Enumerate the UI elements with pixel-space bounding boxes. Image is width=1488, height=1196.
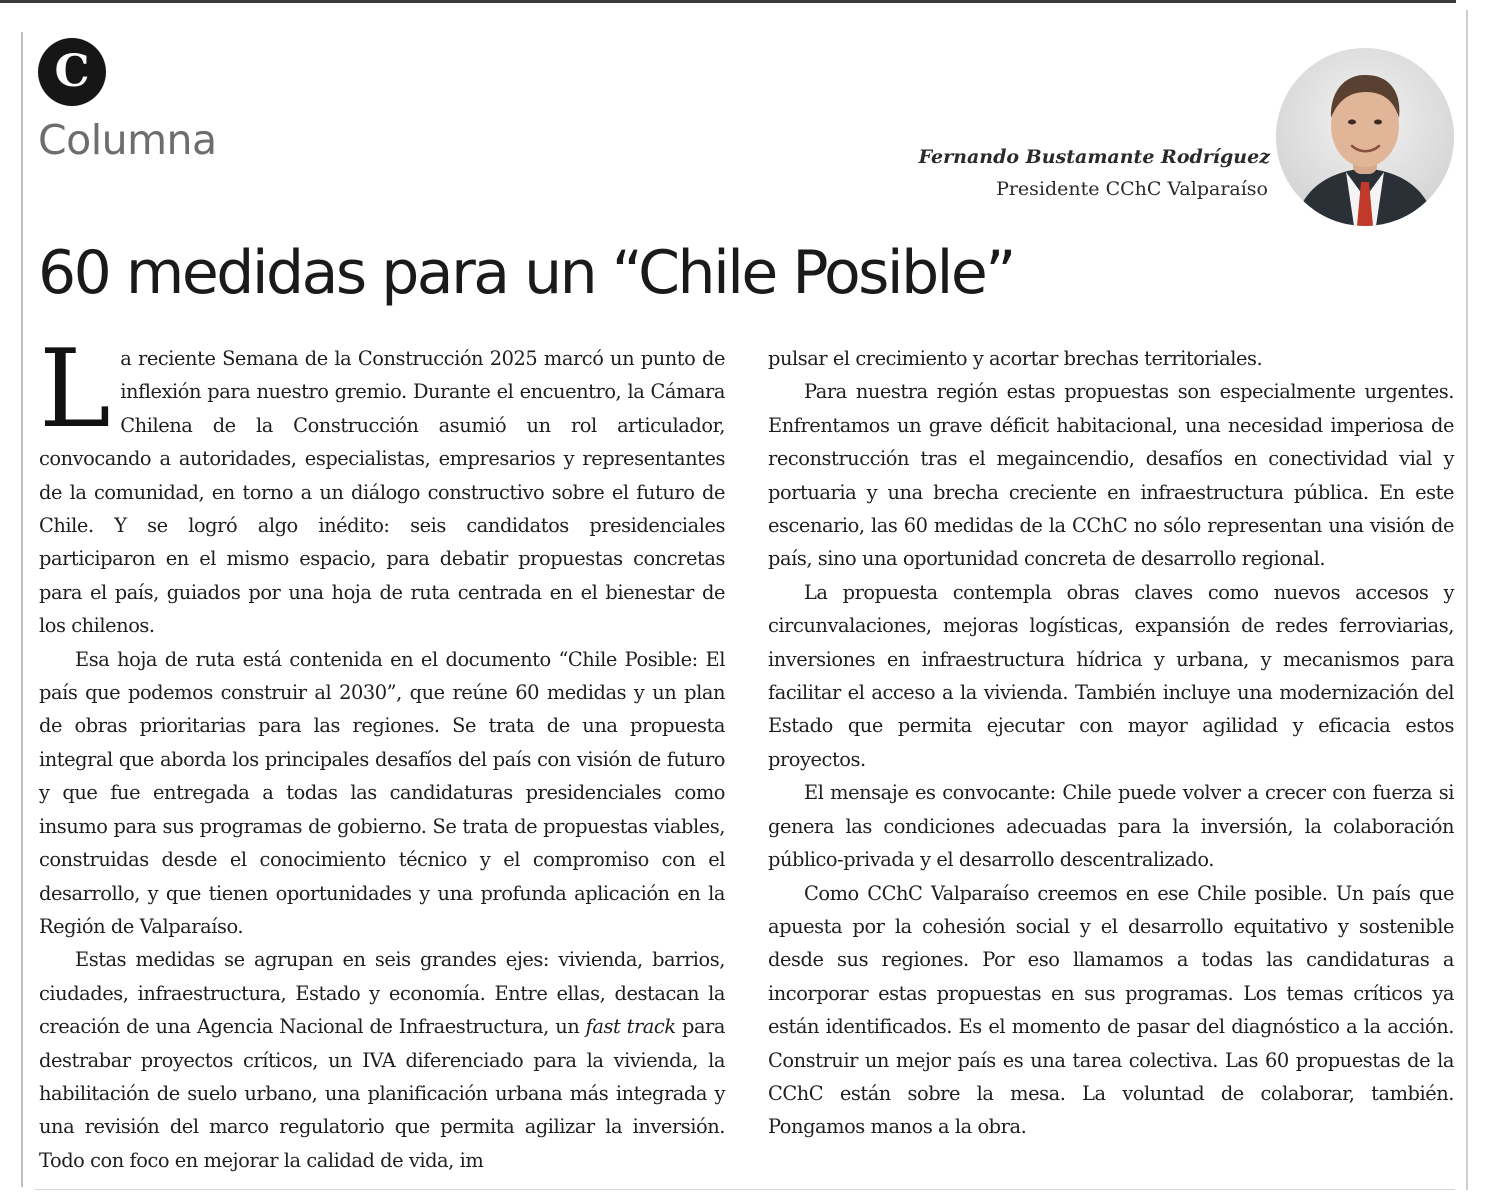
section-label: Columna — [38, 116, 217, 164]
paragraph-text: a reciente Semana de la Construcción 2025 marcó un punto de inflexión para nuestro gremio. Durante el encuentro, la Cámara Chilena de la Construcción asumió un rol articulador, convocando a autoridades, especialistas, empresarios y representantes de la comunidad, en torno a un diálogo constructivo sobre el futuro de Chile. Y se logró algo inédito: seis candidatos presidenciales participaron en el mismo espacio, para debatir propuestas concretas para el país, guiados por una hoja de ruta centrada en el bienestar de los chilenos. — [39, 347, 725, 638]
paragraph: La propuesta contempla obras claves como nuevos accesos y circunvalaciones, mejoras logísticas, expansión de redes ferroviarias, inversiones en infraestructura hídrica y urbana, y mecanismos para facilitar el acceso a la vivienda. También incluye una modernización del Estado que permita ejecutar con mayor agilidad y eficacia estos proyectos. — [768, 580, 1454, 771]
column-badge-icon: C — [38, 38, 106, 106]
paragraph: Para nuestra región estas propuestas son especialmente urgentes. Enfrentamos un grave déficit habitacional, una necesidad imperiosa de reconstrucción tras el megaincendio, desafíos en conectividad vial y portuaria y una brecha creciente en infraestructura pública. En este escenario, las 60 medidas de la CChC no sólo representan una visión de país, sino una oportunidad concreta de desarrollo regional. — [768, 380, 1454, 571]
paragraph — [39, 943, 725, 1177]
author-photo — [1276, 48, 1454, 226]
author-name: Fernando Bustamante Rodríguez — [918, 146, 1270, 168]
paragraph — [39, 327, 725, 643]
paragraph: Como CChC Valparaíso creemos en ese Chile posible. Un país que apuesta por la cohesión social y el desarrollo equitativo y sostenible desde sus regiones. Por eso llamamos a todas las candidaturas a incorporar estas propuestas en sus programas. Los temas críticos ya están identificados. Es el momento de pasar del diagnóstico a la acción. Construir un mejor país es una tarea colectiva. Las 60 propuestas de la CChC están sobre la mesa. La voluntad de colaborar, también. Pongamos manos a la obra. — [768, 881, 1454, 1139]
article-column-right — [768, 342, 1454, 1144]
paragraph-text: Estas medidas se agrupan en seis grandes ejes: vivienda, barrios, ciudades, infraestructura, Estado y economía. Entre ellas, destacan la creación de una Agencia Nacional de Infraestructura, un — [39, 948, 725, 1039]
paragraph: El mensaje es convocante: Chile puede volver a crecer con fuerza si genera las condiciones adecuadas para la inversión, la colaboración público-privada y el desarrollo descentralizado. — [768, 781, 1454, 872]
paragraph-text: para destrabar proyectos críticos, un IVA diferenciado para la vivienda, la habilitación de suelo urbano, una planificación urbana más integrada y una revisión del marco regulatorio que permita agilizar la inversión. Todo con foco en mejorar la calidad de vida, im — [39, 1015, 725, 1172]
paragraph: Esa hoja de ruta está contenida en el documento “Chile Posible: El país que podemos construir al 2030”, que reúne 60 medidas y un plan de obras prioritarias para las regiones. Se trata de una propuesta integral que aborda los principales desafíos del país con visión de futuro y que fue entregada a todas las candidaturas presidenciales como insumo para sus programas de gobierno. Se trata de propuestas viables, construidas desde el conocimiento técnico y el compromiso con el desarrollo, y que tienen oportunidades y una profunda aplicación en la Región de Valparaíso. — [39, 647, 725, 938]
bottom-rule — [35, 1189, 1455, 1190]
italic-term: fast track — [585, 1015, 676, 1039]
article-column-left — [39, 327, 725, 1177]
right-margin-rule — [1466, 10, 1468, 1190]
headline: 60 medidas para un “Chile Posible” — [38, 238, 1014, 308]
author-role: Presidente CChC Valparaíso — [996, 178, 1268, 200]
left-margin-rule — [21, 32, 23, 1187]
top-rule — [0, 0, 1456, 3]
paragraph-continuation: pulsar el crecimiento y acortar brechas territoriales. — [768, 347, 1263, 370]
drop-cap: L — [39, 327, 111, 452]
